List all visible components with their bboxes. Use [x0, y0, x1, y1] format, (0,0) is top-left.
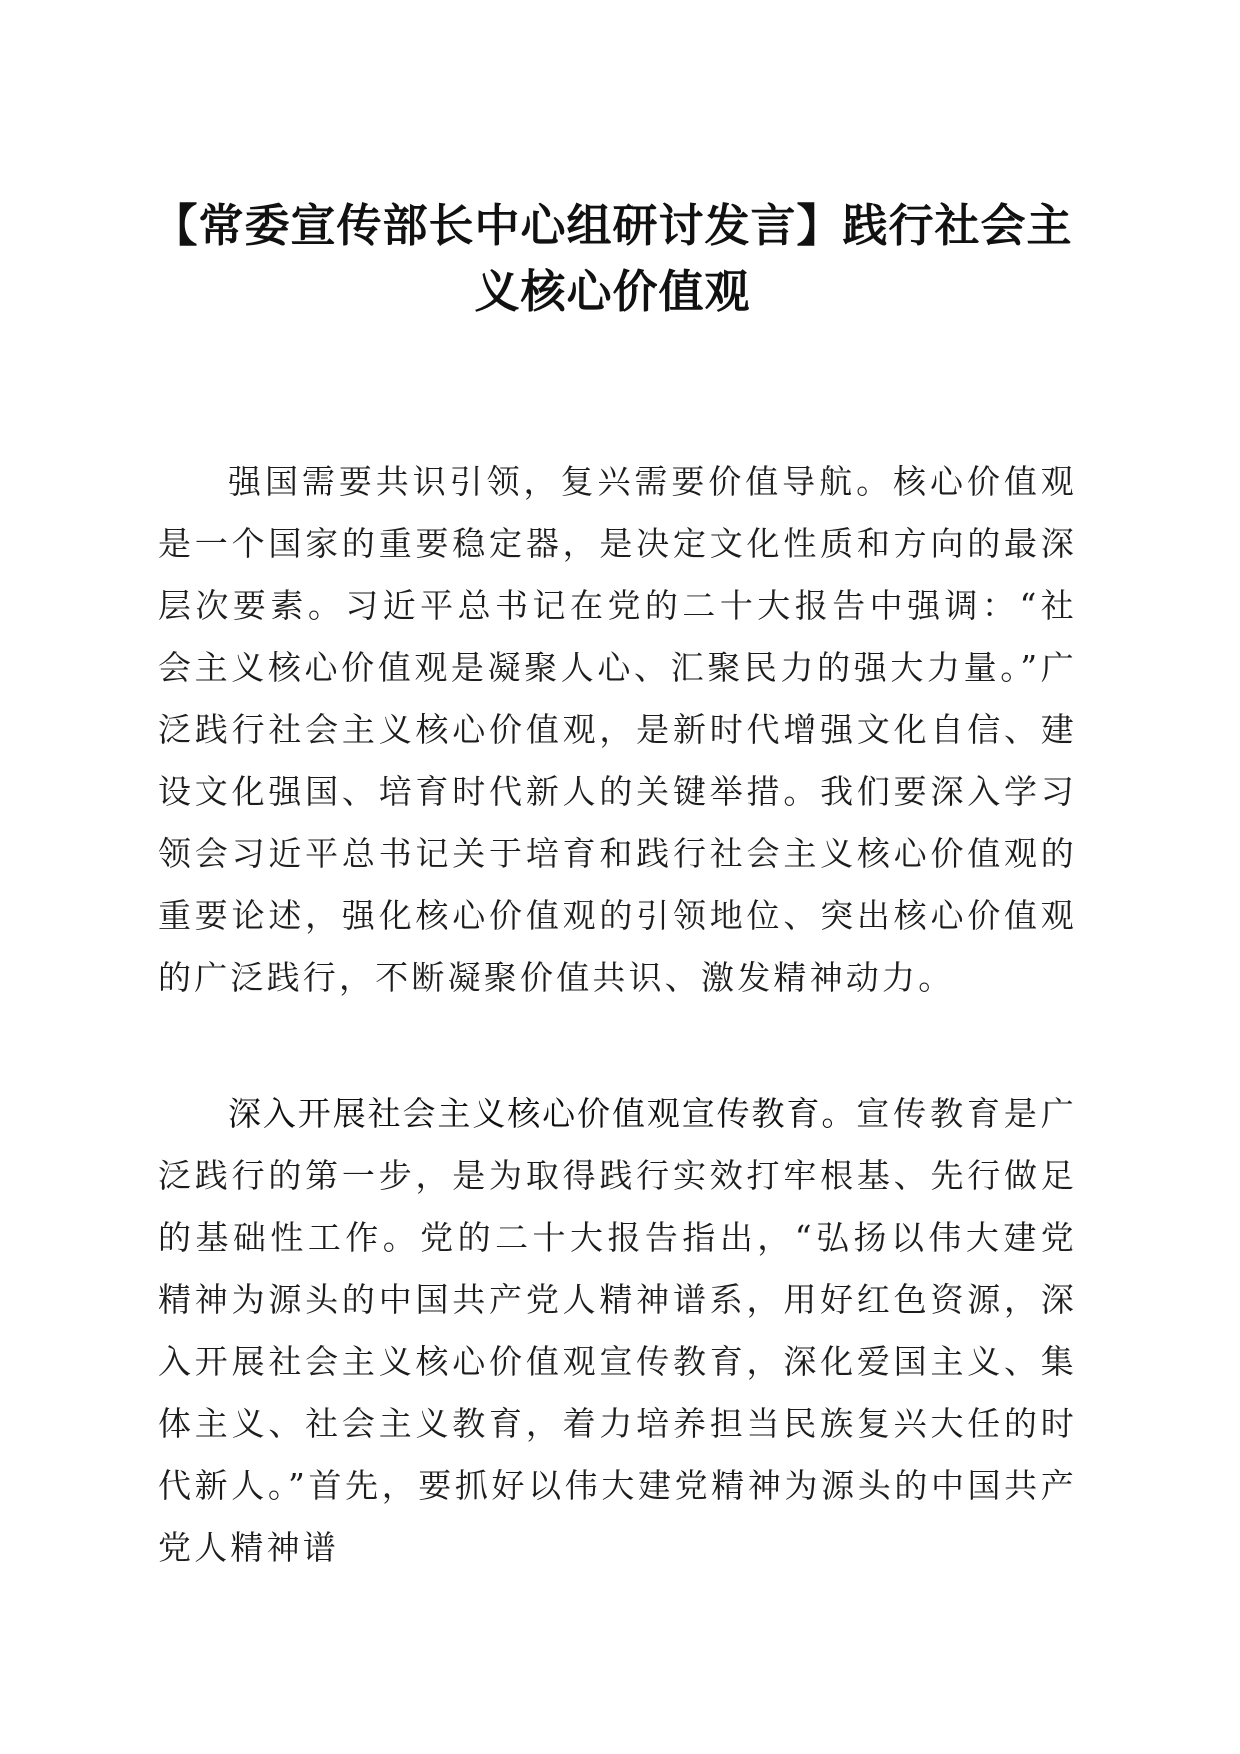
paragraph-education [158, 1083, 1077, 1579]
document-title: 【常委宣传部长中心组研讨发言】践行社会主义核心价值观 [152, 199, 1073, 318]
paragraph-education-heading: 深入开展社会主义核心价值观宣传教育。 [228, 1094, 857, 1133]
paragraph-education-text: 宣传教育是广泛践行的第一步，是为取得践行实效打牢根基、先行做足的基础性工作。党的二十大报告指出，“弘扬以伟大建党精神为源头的中国共产党人精神谱系，用好红色资源，深入开展社会主义核心价值观宣传教育，深化爱国主义、集体主义、社会主义教育，着力培养担当民族复兴大任的时代新人。”首先，要抓好以伟大建党精神为源头的中国共产党人精神谱 [158, 1094, 1078, 1567]
paragraph-intro [158, 451, 1077, 1009]
paragraph-intro-text: 强国需要共识引领，复兴需要价值导航。核心价值观是一个国家的重要稳定器，是决定文化性质和方向的最深层次要素。习近平总书记在党的二十大报告中强调：“社会主义核心价值观是凝聚人心、汇聚民力的强大力量。”广泛践行社会主义核心价值观，是新时代增强文化自信、建设文化强国、培育时代新人的关键举措。我们要深入学习领会习近平总书记关于培育和践行社会主义核心价值观的重要论述，强化核心价值观的引领地位、突出核心价值观的广泛践行，不断凝聚价值共识、激发精神动力。 [158, 462, 1077, 997]
